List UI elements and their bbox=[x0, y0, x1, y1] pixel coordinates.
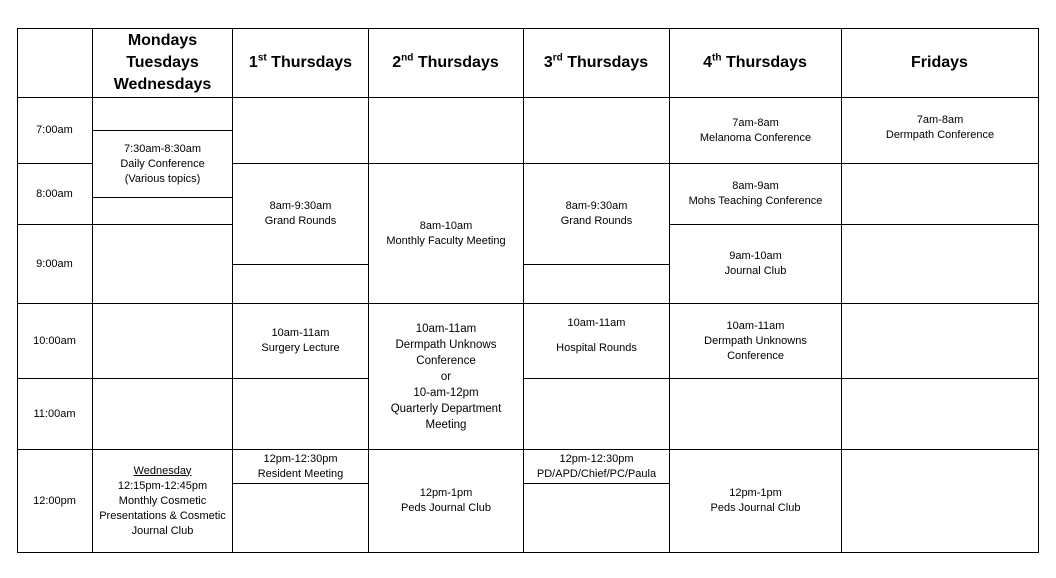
event-dermpath-conference-fri: 7am-8am Dermpath Conference bbox=[885, 114, 995, 141]
header-tuesdays: Tuesdays bbox=[126, 54, 199, 71]
event-surgery-lecture: 10am-11am Surgery Lecture bbox=[261, 327, 340, 354]
event-cosmetic-journal-club: Wednesday 12:15pm-12:45pm Monthly Cosmetic Presentations & Cosmetic Journal Club bbox=[99, 464, 226, 537]
event-grand-rounds-1st: 8am-9:30am Grand Rounds bbox=[264, 200, 337, 227]
header-mondays: Mondays bbox=[127, 32, 198, 49]
event-journal-club: 9am-10am Journal Club bbox=[724, 250, 787, 277]
grid-line bbox=[92, 197, 233, 198]
event-hospital-rounds: 10am-11am Hospital Rounds bbox=[556, 317, 637, 354]
event-pd-apd-meeting: 12pm-12:30pm PD/APD/Chief/PC/Paula bbox=[536, 452, 657, 480]
header-2nd-thursdays: 2nd Thursdays bbox=[392, 52, 499, 71]
grid-line bbox=[233, 483, 368, 484]
grid-line bbox=[233, 264, 368, 265]
event-daily-conference: 7:30am-8:30am Daily Conference (Various topics) bbox=[120, 142, 205, 185]
header-3rd-thursdays: 3rd Thursdays bbox=[543, 52, 649, 71]
event-peds-journal-club-4th: 12pm-1pm Peds Journal Club bbox=[710, 487, 801, 514]
time-label: 10:00am bbox=[33, 334, 76, 347]
header-mon-tue-wed bbox=[92, 28, 233, 98]
header-wednesdays: Wednesdays bbox=[113, 76, 212, 93]
grid-line bbox=[523, 483, 669, 484]
event-dermpath-unknowns-4th: 10am-11am Dermpath Unknowns Conference bbox=[704, 319, 807, 362]
time-label: 12:00pm bbox=[33, 494, 76, 507]
grid-line bbox=[92, 224, 233, 225]
grid-line bbox=[523, 378, 1039, 379]
event-melanoma-conference: 7am-8am Melanoma Conference bbox=[699, 116, 812, 144]
time-label: 9:00am bbox=[36, 257, 73, 270]
event-peds-journal-club-2nd: 12pm-1pm Peds Journal Club bbox=[401, 487, 491, 514]
event-resident-meeting: 12pm-12:30pm Resident Meeting bbox=[257, 452, 344, 480]
grid-line bbox=[1038, 28, 1039, 553]
event-grand-rounds-3rd: 8am-9:30am Grand Rounds bbox=[560, 200, 633, 227]
header-fridays: Fridays bbox=[911, 54, 968, 71]
time-label: 7:00am bbox=[36, 124, 73, 136]
grid-line bbox=[17, 552, 1039, 553]
time-label: 8:00am bbox=[36, 187, 73, 200]
header-1st-thursdays: 1st Thursdays bbox=[248, 52, 353, 71]
header-4th-thursdays: 4th Thursdays bbox=[703, 52, 807, 71]
time-label: 11:00am bbox=[33, 407, 76, 420]
event-mohs-teaching: 8am-9am Mohs Teaching Conference bbox=[688, 180, 823, 207]
event-monthly-faculty-meeting: 8am-10am Monthly Faculty Meeting bbox=[386, 219, 506, 247]
grid-line bbox=[523, 264, 669, 265]
event-dermpath-unknowns-2nd: 10am-11am Dermpath Unknows Conference or 10-am-12pm Quarterly Department Meeting bbox=[390, 322, 502, 431]
